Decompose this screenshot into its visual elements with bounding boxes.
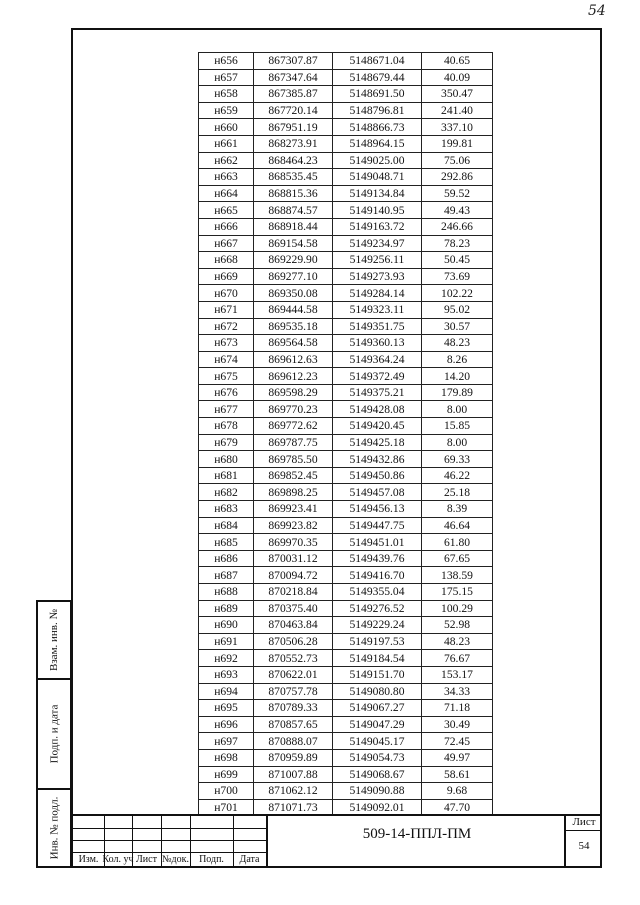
- x-coord-cell: 870463.84: [254, 617, 333, 634]
- distance-cell: 199.81: [422, 135, 493, 152]
- distance-cell: 46.64: [422, 517, 493, 534]
- side-label-inv: Инв. № подл.: [48, 796, 60, 860]
- distance-cell: 246.66: [422, 218, 493, 235]
- x-coord-cell: 869898.25: [254, 484, 333, 501]
- distance-cell: 100.29: [422, 600, 493, 617]
- y-coord-cell: 5149163.72: [333, 218, 422, 235]
- x-coord-cell: 868464.23: [254, 152, 333, 169]
- point-id-cell: н667: [199, 235, 254, 252]
- x-coord-cell: 870218.84: [254, 584, 333, 601]
- point-id-cell: н661: [199, 135, 254, 152]
- y-coord-cell: 5149375.21: [333, 384, 422, 401]
- y-coord-cell: 5149092.01: [333, 799, 422, 816]
- distance-cell: 8.00: [422, 401, 493, 418]
- distance-cell: 72.45: [422, 733, 493, 750]
- point-id-cell: н682: [199, 484, 254, 501]
- table-row: [199, 351, 493, 368]
- y-coord-cell: 5149323.11: [333, 301, 422, 318]
- table-row: [199, 401, 493, 418]
- sheet-number: 54: [578, 840, 590, 852]
- distance-cell: 46.22: [422, 467, 493, 484]
- distance-cell: 153.17: [422, 666, 493, 683]
- y-coord-cell: 5149067.27: [333, 700, 422, 717]
- point-id-cell: н701: [199, 799, 254, 816]
- point-id-cell: н671: [199, 301, 254, 318]
- distance-cell: 34.33: [422, 683, 493, 700]
- point-id-cell: н693: [199, 666, 254, 683]
- table-row: [199, 550, 493, 567]
- x-coord-cell: 867951.19: [254, 119, 333, 136]
- point-id-cell: н676: [199, 384, 254, 401]
- point-id-cell: н685: [199, 534, 254, 551]
- x-coord-cell: 869852.45: [254, 467, 333, 484]
- y-coord-cell: 5149025.00: [333, 152, 422, 169]
- point-id-cell: н673: [199, 335, 254, 352]
- x-coord-cell: 869564.58: [254, 335, 333, 352]
- y-coord-cell: 5149351.75: [333, 318, 422, 335]
- distance-cell: 58.61: [422, 766, 493, 783]
- point-id-cell: н694: [199, 683, 254, 700]
- y-coord-cell: 5148679.44: [333, 69, 422, 86]
- table-row: [199, 434, 493, 451]
- distance-cell: 292.86: [422, 169, 493, 186]
- point-id-cell: н692: [199, 650, 254, 667]
- point-id-cell: н677: [199, 401, 254, 418]
- table-row: [199, 235, 493, 252]
- table-row: [199, 766, 493, 783]
- x-coord-cell: 869612.63: [254, 351, 333, 368]
- table-row: [199, 53, 493, 70]
- coordinates-table: [198, 52, 493, 816]
- table-row: [199, 69, 493, 86]
- distance-cell: 48.23: [422, 335, 493, 352]
- distance-cell: 49.97: [422, 749, 493, 766]
- distance-cell: 102.22: [422, 285, 493, 302]
- x-coord-cell: 869923.82: [254, 517, 333, 534]
- table-row: [199, 119, 493, 136]
- table-row: [199, 484, 493, 501]
- y-coord-cell: 5149134.84: [333, 185, 422, 202]
- point-id-cell: н686: [199, 550, 254, 567]
- y-coord-cell: 5149068.67: [333, 766, 422, 783]
- point-id-cell: н675: [199, 368, 254, 385]
- x-coord-cell: 870757.78: [254, 683, 333, 700]
- table-row: [199, 335, 493, 352]
- x-coord-cell: 869770.23: [254, 401, 333, 418]
- table-row: [199, 633, 493, 650]
- distance-cell: 14.20: [422, 368, 493, 385]
- y-coord-cell: 5149080.80: [333, 683, 422, 700]
- table-row: [199, 135, 493, 152]
- y-coord-cell: 5149140.95: [333, 202, 422, 219]
- y-coord-cell: 5149234.97: [333, 235, 422, 252]
- y-coord-cell: 5149450.86: [333, 467, 422, 484]
- table-row: [199, 368, 493, 385]
- distance-cell: 61.80: [422, 534, 493, 551]
- y-coord-cell: 5149420.45: [333, 418, 422, 435]
- stamp-col-data: Дата: [239, 854, 260, 865]
- x-coord-cell: 869785.50: [254, 451, 333, 468]
- y-coord-cell: 5149439.76: [333, 550, 422, 567]
- point-id-cell: н668: [199, 252, 254, 269]
- distance-cell: 49.43: [422, 202, 493, 219]
- y-coord-cell: 5149229.24: [333, 617, 422, 634]
- point-id-cell: н679: [199, 434, 254, 451]
- distance-cell: 50.45: [422, 252, 493, 269]
- side-label-vzam: Взам. инв. №: [48, 609, 60, 671]
- point-id-cell: н656: [199, 53, 254, 70]
- distance-cell: 25.18: [422, 484, 493, 501]
- y-coord-cell: 5149090.88: [333, 783, 422, 800]
- point-id-cell: н670: [199, 285, 254, 302]
- x-coord-cell: 870552.73: [254, 650, 333, 667]
- y-coord-cell: 5149151.70: [333, 666, 422, 683]
- x-coord-cell: 869277.10: [254, 268, 333, 285]
- distance-cell: 8.39: [422, 501, 493, 518]
- point-id-cell: н688: [199, 584, 254, 601]
- x-coord-cell: 869535.18: [254, 318, 333, 335]
- x-coord-cell: 869444.58: [254, 301, 333, 318]
- point-id-cell: н664: [199, 185, 254, 202]
- x-coord-cell: 870375.40: [254, 600, 333, 617]
- point-id-cell: н690: [199, 617, 254, 634]
- x-coord-cell: 870622.01: [254, 666, 333, 683]
- distance-cell: 179.89: [422, 384, 493, 401]
- table-row: [199, 534, 493, 551]
- point-id-cell: н678: [199, 418, 254, 435]
- table-row: [199, 252, 493, 269]
- distance-cell: 30.49: [422, 716, 493, 733]
- distance-cell: 40.65: [422, 53, 493, 70]
- stamp-col-izm: Изм.: [78, 854, 99, 865]
- y-coord-cell: 5149355.04: [333, 584, 422, 601]
- table-row: [199, 783, 493, 800]
- stamp-col-podp: Подп.: [199, 854, 224, 865]
- table-row: [199, 501, 493, 518]
- point-id-cell: н696: [199, 716, 254, 733]
- y-coord-cell: 5148964.15: [333, 135, 422, 152]
- table-row: [199, 102, 493, 119]
- x-coord-cell: 869612.23: [254, 368, 333, 385]
- table-row: [199, 683, 493, 700]
- x-coord-cell: 870094.72: [254, 567, 333, 584]
- document-code: 509-14-ППЛ-ПМ: [362, 826, 472, 842]
- point-id-cell: н663: [199, 169, 254, 186]
- table-row: [199, 467, 493, 484]
- y-coord-cell: 5148796.81: [333, 102, 422, 119]
- point-id-cell: н669: [199, 268, 254, 285]
- x-coord-cell: 867720.14: [254, 102, 333, 119]
- point-id-cell: н687: [199, 567, 254, 584]
- distance-cell: 47.70: [422, 799, 493, 816]
- point-id-cell: н680: [199, 451, 254, 468]
- table-row: [199, 733, 493, 750]
- distance-cell: 241.40: [422, 102, 493, 119]
- table-row: [199, 268, 493, 285]
- table-row: [199, 169, 493, 186]
- distance-cell: 76.67: [422, 650, 493, 667]
- y-coord-cell: 5149256.11: [333, 252, 422, 269]
- x-coord-cell: 869598.29: [254, 384, 333, 401]
- stamp-col-list: Лист: [136, 854, 157, 865]
- y-coord-cell: 5148671.04: [333, 53, 422, 70]
- x-coord-cell: 867385.87: [254, 86, 333, 103]
- x-coord-cell: 869772.62: [254, 418, 333, 435]
- side-label-podp: Подп. и дата: [48, 704, 61, 764]
- y-coord-cell: 5149284.14: [333, 285, 422, 302]
- side-box-podp: [36, 678, 72, 790]
- side-box-vzam: [36, 600, 72, 680]
- point-id-cell: н662: [199, 152, 254, 169]
- table-row: [199, 749, 493, 766]
- y-coord-cell: 5149054.73: [333, 749, 422, 766]
- table-row: [199, 218, 493, 235]
- point-id-cell: н665: [199, 202, 254, 219]
- x-coord-cell: 868874.57: [254, 202, 333, 219]
- distance-cell: 73.69: [422, 268, 493, 285]
- point-id-cell: н674: [199, 351, 254, 368]
- y-coord-cell: 5149372.49: [333, 368, 422, 385]
- table-row: [199, 152, 493, 169]
- table-row: [199, 567, 493, 584]
- y-coord-cell: 5149047.29: [333, 716, 422, 733]
- y-coord-cell: 5149432.86: [333, 451, 422, 468]
- table-row: [199, 700, 493, 717]
- x-coord-cell: 869970.35: [254, 534, 333, 551]
- point-id-cell: н684: [199, 517, 254, 534]
- table-row: [199, 86, 493, 103]
- distance-cell: 48.23: [422, 633, 493, 650]
- y-coord-cell: 5149428.08: [333, 401, 422, 418]
- x-coord-cell: 870959.89: [254, 749, 333, 766]
- distance-cell: 8.00: [422, 434, 493, 451]
- y-coord-cell: 5149273.93: [333, 268, 422, 285]
- distance-cell: 95.02: [422, 301, 493, 318]
- distance-cell: 175.15: [422, 584, 493, 601]
- distance-cell: 8.26: [422, 351, 493, 368]
- distance-cell: 15.85: [422, 418, 493, 435]
- distance-cell: 75.06: [422, 152, 493, 169]
- table-row: [199, 202, 493, 219]
- table-row: [199, 650, 493, 667]
- point-id-cell: н657: [199, 69, 254, 86]
- table-row: [199, 418, 493, 435]
- point-id-cell: н681: [199, 467, 254, 484]
- distance-cell: 69.33: [422, 451, 493, 468]
- x-coord-cell: 868273.91: [254, 135, 333, 152]
- point-id-cell: н698: [199, 749, 254, 766]
- y-coord-cell: 5149425.18: [333, 434, 422, 451]
- sheet-label: Лист: [572, 816, 596, 828]
- x-coord-cell: 870789.33: [254, 700, 333, 717]
- distance-cell: 138.59: [422, 567, 493, 584]
- table-row: [199, 301, 493, 318]
- table-row: [199, 716, 493, 733]
- y-coord-cell: 5149184.54: [333, 650, 422, 667]
- x-coord-cell: 871062.12: [254, 783, 333, 800]
- x-coord-cell: 868535.45: [254, 169, 333, 186]
- point-id-cell: н660: [199, 119, 254, 136]
- side-box-inv: [36, 788, 72, 868]
- table-row: [199, 185, 493, 202]
- x-coord-cell: 870031.12: [254, 550, 333, 567]
- y-coord-cell: 5149451.01: [333, 534, 422, 551]
- x-coord-cell: 869787.75: [254, 434, 333, 451]
- y-coord-cell: 5149045.17: [333, 733, 422, 750]
- x-coord-cell: 867347.64: [254, 69, 333, 86]
- x-coord-cell: 868918.44: [254, 218, 333, 235]
- y-coord-cell: 5148691.50: [333, 86, 422, 103]
- table-row: [199, 451, 493, 468]
- table-row: [199, 285, 493, 302]
- y-coord-cell: 5149276.52: [333, 600, 422, 617]
- table-row: [199, 517, 493, 534]
- y-coord-cell: 5148866.73: [333, 119, 422, 136]
- y-coord-cell: 5149197.53: [333, 633, 422, 650]
- x-coord-cell: 871071.73: [254, 799, 333, 816]
- point-id-cell: н683: [199, 501, 254, 518]
- x-coord-cell: 870888.07: [254, 733, 333, 750]
- x-coord-cell: 869154.58: [254, 235, 333, 252]
- table-row: [199, 617, 493, 634]
- point-id-cell: н700: [199, 783, 254, 800]
- point-id-cell: н699: [199, 766, 254, 783]
- x-coord-cell: 869923.41: [254, 501, 333, 518]
- point-id-cell: н672: [199, 318, 254, 335]
- x-coord-cell: 870857.65: [254, 716, 333, 733]
- y-coord-cell: 5149048.71: [333, 169, 422, 186]
- y-coord-cell: 5149447.75: [333, 517, 422, 534]
- table-row: [199, 318, 493, 335]
- distance-cell: 40.09: [422, 69, 493, 86]
- y-coord-cell: 5149456.13: [333, 501, 422, 518]
- table-row: [199, 666, 493, 683]
- x-coord-cell: 869229.90: [254, 252, 333, 269]
- distance-cell: 9.68: [422, 783, 493, 800]
- distance-cell: 78.23: [422, 235, 493, 252]
- table-row: [199, 600, 493, 617]
- point-id-cell: н689: [199, 600, 254, 617]
- table-row: [199, 384, 493, 401]
- y-coord-cell: 5149416.70: [333, 567, 422, 584]
- stamp-col-ndok: №док.: [162, 854, 189, 865]
- distance-cell: 71.18: [422, 700, 493, 717]
- distance-cell: 30.57: [422, 318, 493, 335]
- x-coord-cell: 868815.36: [254, 185, 333, 202]
- point-id-cell: н659: [199, 102, 254, 119]
- handwritten-page-number: 54: [588, 3, 606, 19]
- point-id-cell: н695: [199, 700, 254, 717]
- x-coord-cell: 869350.08: [254, 285, 333, 302]
- distance-cell: 52.98: [422, 617, 493, 634]
- table-row: [199, 584, 493, 601]
- distance-cell: 350.47: [422, 86, 493, 103]
- distance-cell: 59.52: [422, 185, 493, 202]
- distance-cell: 337.10: [422, 119, 493, 136]
- point-id-cell: н697: [199, 733, 254, 750]
- y-coord-cell: 5149457.08: [333, 484, 422, 501]
- distance-cell: 67.65: [422, 550, 493, 567]
- point-id-cell: н658: [199, 86, 254, 103]
- y-coord-cell: 5149360.13: [333, 335, 422, 352]
- point-id-cell: н691: [199, 633, 254, 650]
- stamp-col-kol: Кол. уч: [102, 854, 134, 865]
- x-coord-cell: 871007.88: [254, 766, 333, 783]
- y-coord-cell: 5149364.24: [333, 351, 422, 368]
- point-id-cell: н666: [199, 218, 254, 235]
- x-coord-cell: 870506.28: [254, 633, 333, 650]
- x-coord-cell: 867307.87: [254, 53, 333, 70]
